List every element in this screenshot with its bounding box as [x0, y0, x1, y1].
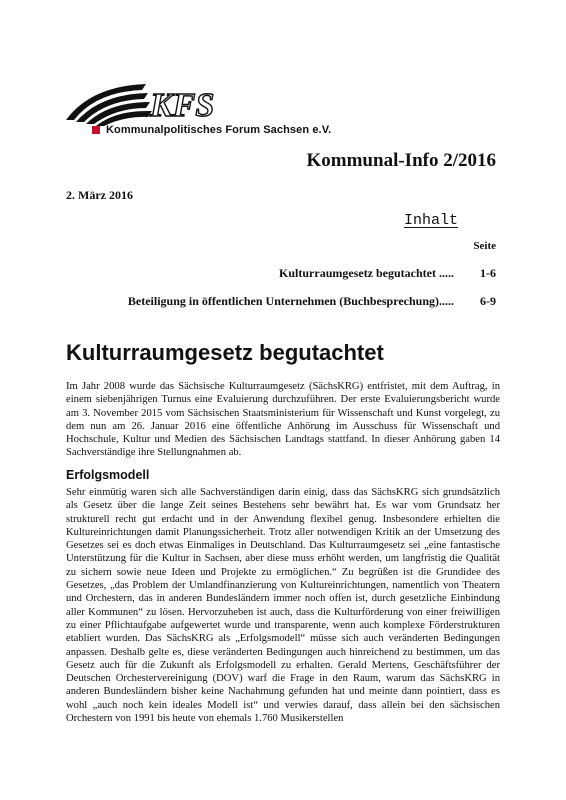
- toc-page-label: Seite: [473, 240, 496, 252]
- issue-title: Kommunal-Info 2/2016: [306, 150, 496, 171]
- section-heading: Erfolgsmodell: [66, 468, 150, 482]
- toc-entry-title: Beteiligung in öffentlichen Unternehmen (Buchbesprechung).....: [127, 294, 454, 308]
- toc-entry-pages: 6-9: [480, 294, 496, 308]
- toc-entry-title: Kulturraumgesetz begutachtet .....: [279, 266, 454, 280]
- issue-date: 2. März 2016: [66, 188, 133, 202]
- org-marker-icon: [92, 126, 100, 134]
- article-title: Kulturraumgesetz begutachtet: [66, 340, 384, 365]
- toc-entry-pages: 1-6: [480, 266, 496, 280]
- logo-text: KFS: [150, 87, 215, 124]
- article-intro: Im Jahr 2008 wurde das Sächsische Kulturraumgesetz (SächsKRG) entfristet, mit dem Auftrag, in einem siebenjährigen Turnus eine Evaluierung durchzuführen. Der erste Evaluierungsbericht wurde am 3. November 2015 vom Sächsischen Staatsministerium für Wissenschaft und Kunst vorgelegt, zu dem nun am 26. Januar 2016 eine öffentliche Anhörung im Ausschuss für Wissenschaft und Hochschule, Kultur und Medien des Sächsischen Landtags stattfand. In dieser Anhörung gaben 14 Sachverständige ihre Stellungnahmen ab.: [66, 381, 500, 459]
- kfs-logo-mark: [66, 80, 346, 128]
- article-body: Sehr einmütig waren sich alle Sachverständigen darin einig, dass das SächsKRG sich grundsätzlich als Gesetz über die lange Zeit seines Bestehens sehr bewährt hat. Es war vom Grundsatz her strukturell recht gut erdacht und in der Anwendung flexibel genug. Insbesondere erhielten die Kultureinrichtungen damit Planungssicherheit. Trotz aller notwendigen Kritik an der Umsetzung des Gesetzes sei es doch etwas Einmaliges in Deutschland. Das Kulturraumgesetz sei „eine fantastische Unterstützung für die Kultur in Sachsen, aber diese muss erhöht werden, um langfristig die Qualität zu sichern sowie neue Ideen und Projekte zu ermöglichen.“ Zu begrüßen ist die Grundidee des Gesetzes, „das Problem der Umlandfinanzierung von Kultureinrichtungen, namentlich von Theatern und Orchestern, das in anderen Bundesländern immer noch offen ist, durch gesetzliche Einbindung aller Kommunen“ zu lösen. Hervorzuheben ist auch, dass die Kulturförderung von einer freiwilligen zu einer Pflichtaufgabe aufgewertet wurde und transparente, wenn auch komplexe Förderstrukturen etabliert wurden. Das SächsKRG als „Erfolgsmodell“ müsse sich auch veränderten Bedingungen anpassen. Deshalb gelte es, diese veränderten Bedingungen auch hinreichend zu bestimmen, um das Gesetz auch für die Zukunft als Erfolgsmodell zu erhalten. Gerald Mertens, Geschäftsführer der Deutschen Orchestervereinigung (DOV) warf die Frage in den Raum, warum das SächsKRG in anderen Bundesländern bisher keine Nachahmung gefunden hat und meinte dann pointiert, dass es wohl „auch noch kein ideales Modell ist“ und verwies darauf, dass allein bei den sächsischen Orchestern von 1991 bis heute von ehemals 1.760 Musikerstellen: [66, 487, 500, 725]
- toc-heading: Inhalt: [404, 212, 459, 229]
- org-name: Kommunalpolitisches Forum Sachsen e.V.: [106, 124, 332, 136]
